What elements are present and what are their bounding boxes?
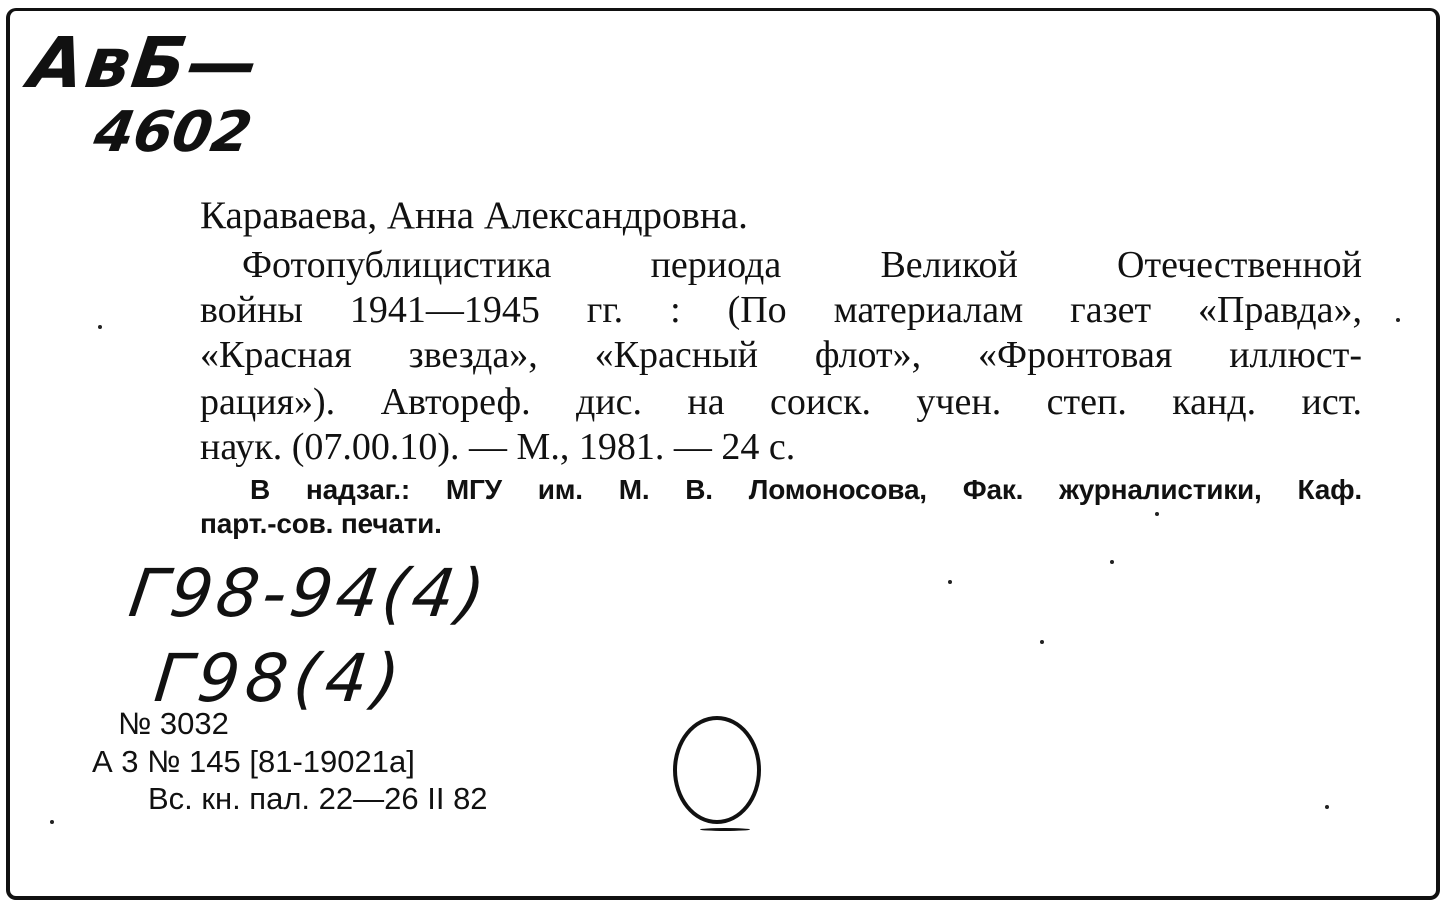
card-number: № 3032 (118, 706, 229, 741)
handwritten-code-number: 4602 (89, 100, 257, 165)
speck (948, 580, 952, 584)
handwritten-shelf-mark-1: Г98-94(4) (124, 555, 494, 632)
speck (1396, 318, 1400, 322)
series-number: А 3 № 145 [81-19021а] (92, 744, 415, 779)
punch-hole-shadow (700, 828, 750, 831)
handwritten-code-top: АвБ— (24, 22, 266, 104)
title-line-5: наук. (07.00.10). — М., 1981. — 24 с. (200, 426, 796, 468)
speck (1110, 560, 1114, 564)
speck (1040, 640, 1044, 644)
title-line-3: «Красная звезда», «Красный флот», «Фронтовая иллюст- (200, 334, 1362, 376)
note-line-1: В надзаг.: МГУ им. М. В. Ломоносова, Фак. журналистики, Каф. (250, 474, 1362, 505)
author-heading: Караваева, Анна Александровна. (200, 194, 748, 237)
title-line-1: Фотопублицистика периода Великой Отечественной (242, 244, 1362, 286)
title-line-4: рация»). Автореф. дис. на соиск. учен. степ. канд. ист. (200, 381, 1362, 423)
speck (98, 325, 102, 329)
speck (1155, 512, 1159, 516)
punch-hole-icon (673, 716, 761, 824)
speck (1325, 805, 1329, 809)
speck (50, 820, 54, 824)
handwritten-shelf-mark-2: Г98(4) (150, 640, 410, 717)
note-line-2: парт.-сов. печати. (200, 508, 442, 539)
book-chamber-imprint: Вс. кн. пал. 22—26 II 82 (148, 781, 488, 816)
title-line-2: войны 1941—1945 гг. : (По материалам газет «Правда», (200, 289, 1362, 331)
